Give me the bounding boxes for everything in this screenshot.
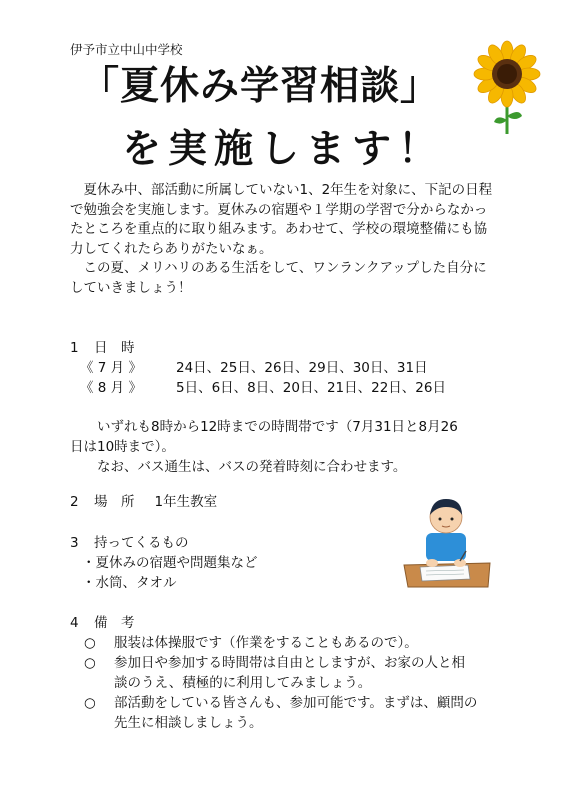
time-note-line: いずれも8時から12時までの時間帯です（7月31日と8月26 [97, 419, 458, 435]
intro-paragraph-1: 夏休み中、部活動に所属していない1、2年生を対象に、下記の日程で勉強会を実施します。夏休みの宿題や１学期の学習で分からなかったところを重点的に取り組みます。あわせて、学校の環境整備にも協力してくれたらありがたいなぁ。 [70, 182, 493, 257]
section-heading [70, 533, 258, 553]
bullet-circle: ○ [84, 695, 96, 711]
remark-text: 参加日や参加する時間帯は自由としますが、お家の人と相 [114, 655, 465, 671]
page-title-line1: 「夏休み学習相談」 [80, 64, 441, 109]
bullet-circle: ○ [84, 635, 96, 651]
section-remarks [70, 613, 510, 733]
studying-student-icon [402, 493, 492, 589]
section-items [70, 533, 258, 593]
remark-item [70, 653, 510, 693]
section-number: 2 [70, 494, 79, 510]
page-title-line2: を実施します！ [122, 127, 445, 172]
list-item: ・水筒、タオル [82, 575, 177, 591]
section-title: 日 時 [94, 340, 135, 356]
section-title: 場 所 [94, 494, 135, 510]
schedule-month: 《 7 月 》 [80, 360, 142, 376]
school-name: 伊予市立中山中学校 [70, 42, 183, 57]
schedule-days: 24日、25日、26日、29日、30日、31日 [176, 360, 428, 376]
remark-text-continued: 先生に相談しましょう。 [114, 715, 263, 731]
intro-text [70, 181, 500, 298]
sunflower-icon [467, 40, 547, 136]
bus-note: なお、バス通生は、バスの発着時刻に合わせます。 [97, 459, 407, 475]
schedule-month: 《 8 月 》 [80, 380, 142, 396]
time-note-line: 日は10時まで）。 [70, 439, 175, 455]
section-number: 4 [70, 615, 79, 631]
section-place [70, 492, 217, 512]
remark-item [70, 633, 510, 653]
section-number: 3 [70, 535, 79, 551]
remark-item [70, 693, 510, 733]
section-number: 1 [70, 340, 79, 356]
section-heading [70, 492, 217, 512]
time-note [70, 417, 510, 477]
schedule-list [70, 358, 510, 398]
schedule-row [80, 378, 510, 398]
list-item: ・夏休みの宿題や問題集など [82, 555, 258, 571]
section-datetime [70, 338, 510, 477]
section-heading [70, 613, 510, 633]
place-value: 1年生教室 [154, 494, 218, 510]
section-heading [70, 338, 510, 358]
remark-text: 部活動をしている皆さんも、参加可能です。まずは、顧問の [114, 695, 478, 711]
remark-text: 服装は体操服です（作業をすることもあるので）。 [114, 635, 418, 651]
bullet-circle: ○ [84, 655, 96, 671]
intro-paragraph-2: この夏、メリハリのある生活をして、ワンランクアップした自分にしていきましょう！ [70, 260, 487, 296]
section-title: 備 考 [94, 615, 135, 631]
remark-text-continued: 談のうえ、積極的に利用してみましょう。 [114, 675, 372, 691]
schedule-row [80, 358, 510, 378]
schedule-days: 5日、6日、8日、20日、21日、22日、26日 [176, 380, 446, 396]
section-title: 持ってくるもの [94, 535, 189, 551]
